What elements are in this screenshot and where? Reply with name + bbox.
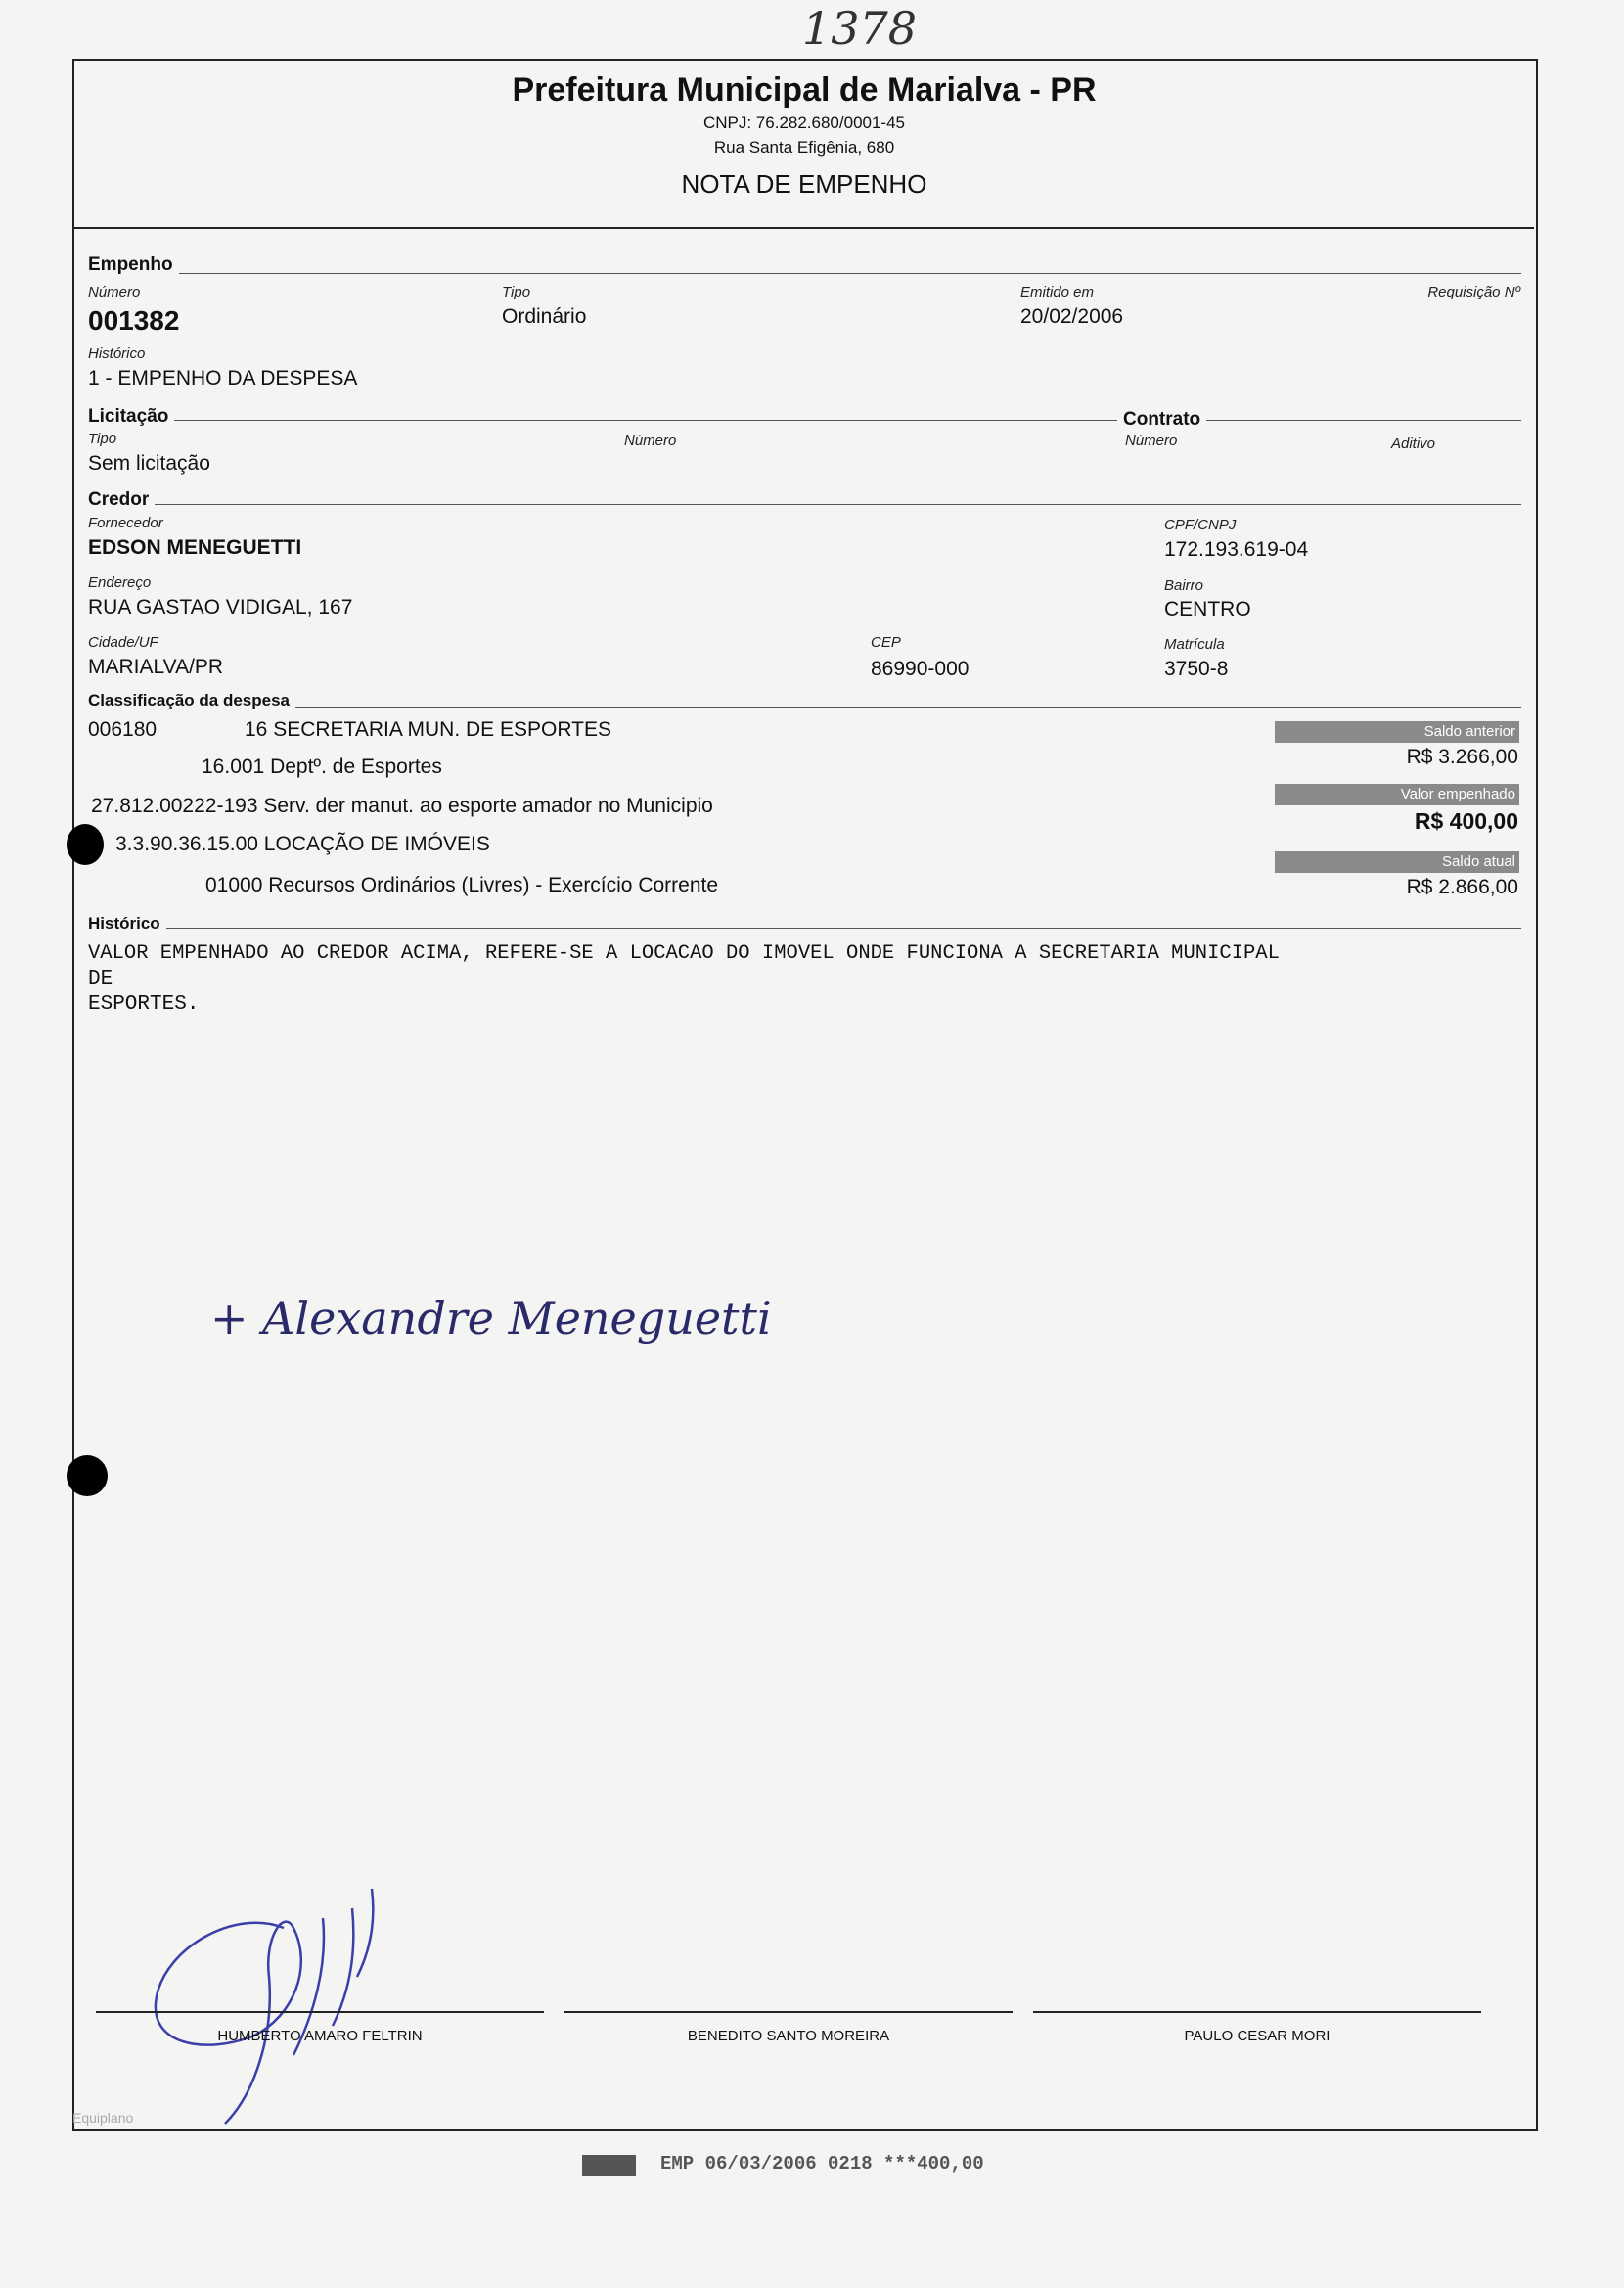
contrato-aditivo-label: Aditivo (1391, 435, 1436, 452)
credor-matricula-label: Matrícula (1164, 636, 1225, 653)
classificacao-line3: 27.812.00222-193 Serv. der manut. ao esporte amador no Municipio (91, 795, 713, 817)
licitacao-numero-label: Número (624, 433, 677, 449)
classificacao-line2: 16.001 Deptº. de Esportes (202, 755, 442, 778)
empenho-numero-label: Número (88, 284, 141, 300)
credor-cep-label: CEP (871, 634, 901, 651)
historico-line1: VALOR EMPENHADO AO CREDOR ACIMA, REFERE-SE A LOCACAO DO IMOVEL ONDE FUNCIONA A SECRETARIA MUNICIPAL (88, 942, 1280, 965)
empenho-emitido: 20/02/2006 (1020, 305, 1124, 328)
handwritten-note: + Alexandre Meneguetti (210, 1292, 772, 1345)
header-divider (74, 227, 1534, 229)
saldo-atual-label: Saldo atual (1275, 851, 1519, 873)
empenho-historico-label: Histórico (88, 345, 146, 362)
empenho-rule (88, 273, 1521, 274)
credor-cpf-label: CPF/CNPJ (1164, 517, 1237, 533)
contrato-numero-label: Número (1125, 433, 1178, 449)
signature-name-1: HUMBERTO AMARO FELTRIN (217, 2028, 423, 2044)
historico-line2: DE (88, 968, 113, 990)
classificacao-line4: 3.3.90.36.15.00 LOCAÇÃO DE IMÓVEIS (115, 833, 490, 855)
signature-line-2 (564, 2011, 1013, 2013)
empenho-section: Empenho (88, 254, 179, 276)
valor-empenhado-label: Valor empenhado (1275, 784, 1519, 805)
stamp: EMP 06/03/2006 0218 ***400,00 (660, 2153, 984, 2174)
classificacao-line1-text: 16 SECRETARIA MUN. DE ESPORTES (245, 718, 611, 741)
credor-cidade: MARIALVA/PR (88, 656, 224, 678)
page-number-handwritten: 1378 (802, 2, 918, 55)
historico-section: Histórico (88, 914, 166, 934)
classificacao-section: Classificação da despesa (88, 691, 295, 710)
credor-endereco-label: Endereço (88, 574, 152, 591)
credor-cidade-label: Cidade/UF (88, 634, 158, 651)
signature-name-2: BENEDITO SANTO MOREIRA (687, 2028, 890, 2044)
credor-rule (88, 504, 1521, 505)
empenho-tipo-label: Tipo (502, 284, 531, 300)
header-cnpj: CNPJ: 76.282.680/0001-45 (702, 114, 906, 132)
classificacao-line1-code: 006180 (88, 718, 158, 741)
credor-cpf: 172.193.619-04 (1164, 538, 1309, 561)
credor-section: Credor (88, 489, 155, 511)
credor-bairro: CENTRO (1164, 598, 1251, 620)
signature-name-3: PAULO CESAR MORI (1184, 2028, 1331, 2044)
classificacao-line5: 01000 Recursos Ordinários (Livres) - Exercício Corrente (205, 874, 719, 896)
signature-line-1 (96, 2011, 544, 2013)
punch-hole-top (67, 824, 104, 865)
licitacao-tipo-label: Tipo (88, 431, 117, 447)
handwritten-signature-scribble (147, 1810, 401, 2133)
signature-line-3 (1033, 2011, 1481, 2013)
credor-bairro-label: Bairro (1164, 577, 1204, 594)
stamp-logo-icon (582, 2155, 636, 2176)
empenho-tipo: Ordinário (502, 305, 587, 328)
saldo-atual: R$ 2.866,00 (1406, 876, 1518, 898)
credor-fornecedor: EDSON MENEGUETTI (88, 536, 302, 559)
empenho-requisicao-label: Requisição Nº (1427, 284, 1520, 300)
classificacao-rule (88, 707, 1521, 708)
saldo-anterior-label: Saldo anterior (1275, 721, 1519, 743)
doc-title: NOTA DE EMPENHO (681, 169, 927, 199)
software-mark: Equiplano (72, 2110, 134, 2126)
punch-hole-bottom (67, 1455, 108, 1496)
credor-endereco: RUA GASTAO VIDIGAL, 167 (88, 596, 353, 618)
saldo-anterior: R$ 3.266,00 (1406, 746, 1518, 768)
valor-empenhado: R$ 400,00 (1414, 808, 1518, 834)
header-address: Rua Santa Efigênia, 680 (713, 138, 895, 157)
empenho-historico: 1 - EMPENHO DA DESPESA (88, 367, 358, 389)
header (74, 69, 1534, 204)
licitacao-tipo: Sem licitação (88, 452, 210, 475)
empenho-numero: 001382 (88, 305, 180, 336)
licitacao-rule (88, 420, 1521, 421)
credor-fornecedor-label: Fornecedor (88, 515, 163, 531)
header-title: Prefeitura Municipal de Marialva - PR (512, 71, 1097, 109)
empenho-emitido-label: Emitido em (1020, 284, 1095, 300)
historico-line3: ESPORTES. (88, 993, 200, 1016)
credor-cep: 86990-000 (871, 658, 970, 680)
licitacao-section: Licitação (88, 406, 174, 428)
credor-matricula: 3750-8 (1164, 658, 1229, 680)
contrato-section: Contrato (1117, 409, 1206, 431)
historico-rule (88, 928, 1521, 929)
